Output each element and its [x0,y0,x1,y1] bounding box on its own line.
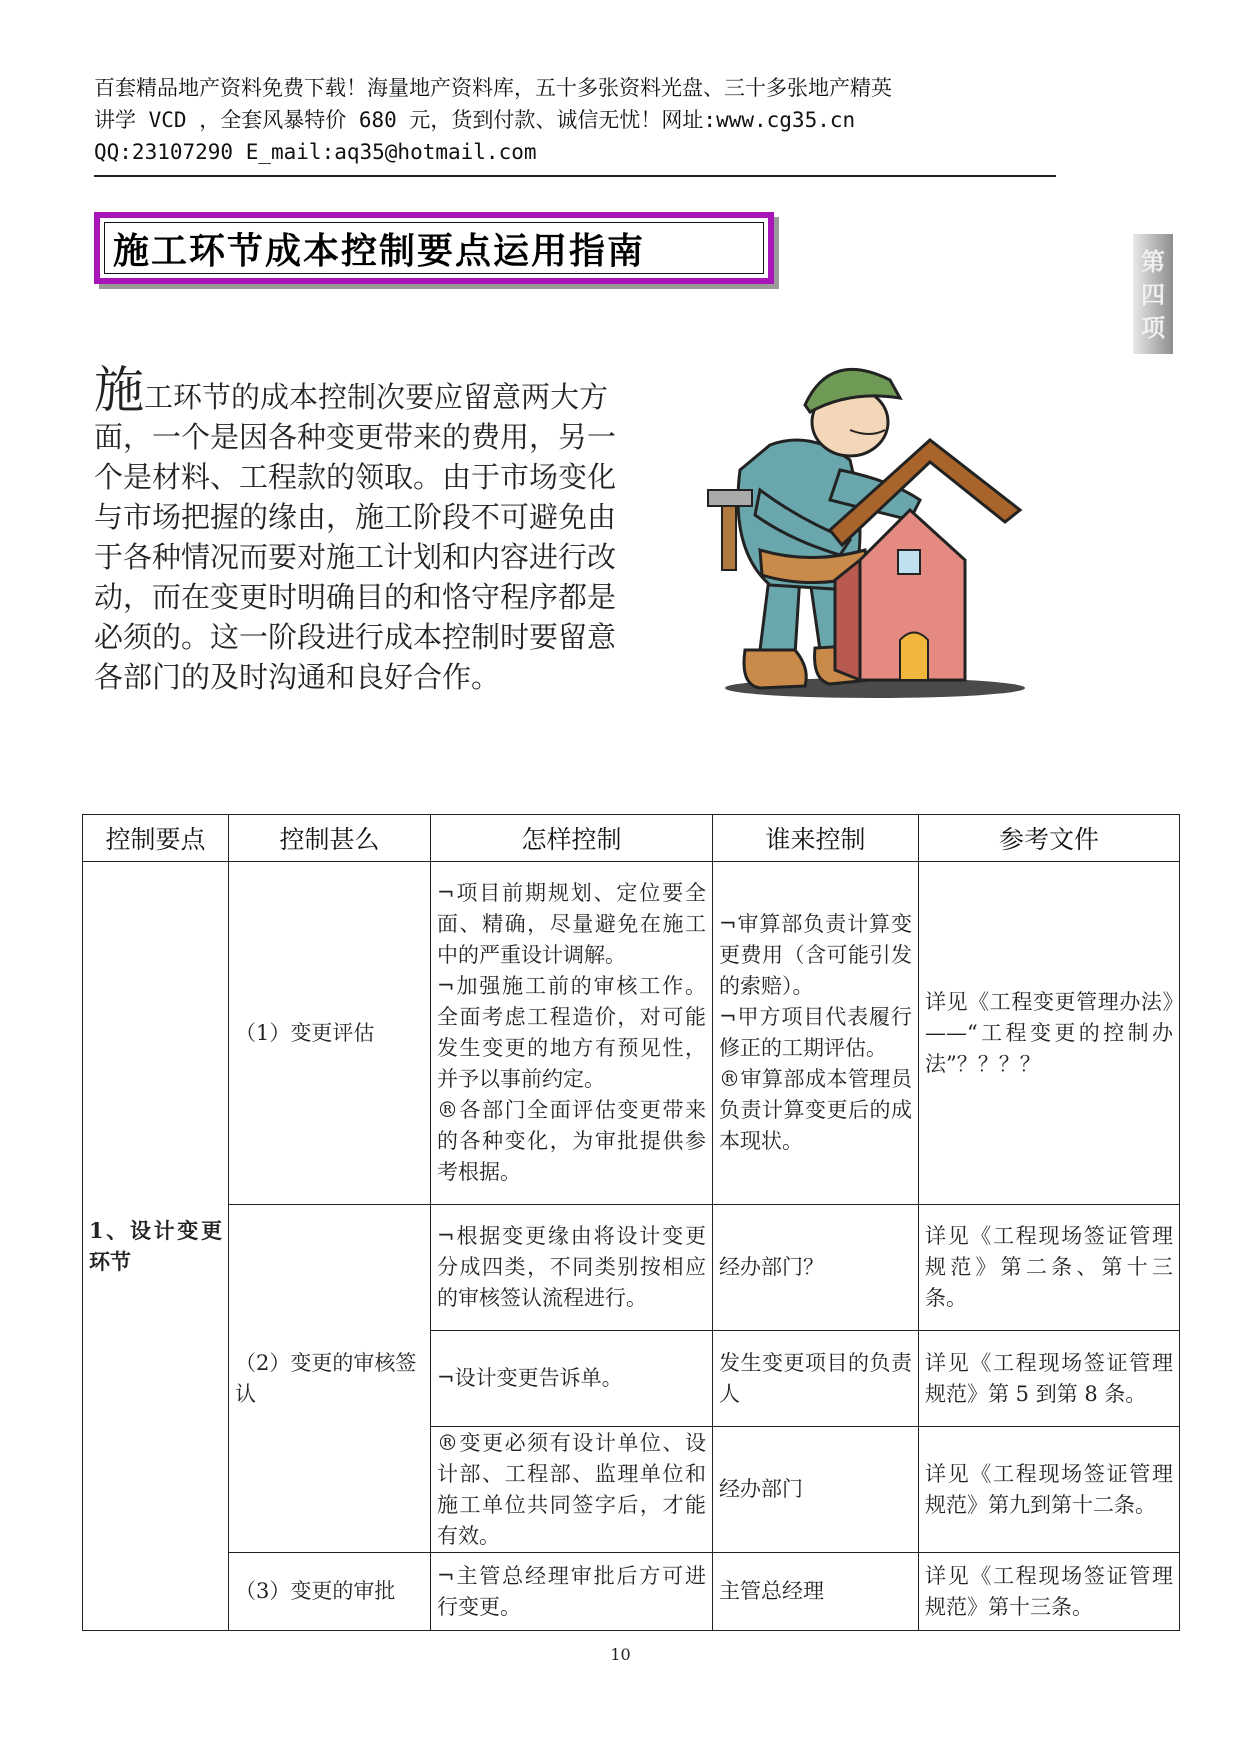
column-header: 控制要点 [83,815,229,862]
control-what-cell: （1）变更评估 [229,862,431,1205]
cost-control-table [82,814,1180,1631]
column-header: 参考文件 [919,815,1180,862]
section-tab-char: 四 [1141,279,1165,309]
control-how-cell: ®变更必须有设计单位、设计部、工程部、监理单位和施工单位共同签字后，才能有效。 [431,1427,713,1553]
column-header: 谁来控制 [713,815,919,862]
control-how-cell: ¬项目前期规划、定位要全面、精确，尽量避免在施工中的严重设计调解。 ¬加强施工前的审核工作。全面考虑工程造价，对可能发生变更的地方有预见性，并予以事前约定。 ®各部门全面评估变更带来的各种变化，为审批提供参考根据。 [431,862,713,1205]
page-header [94,72,1056,168]
control-how-cell: ¬设计变更告诉单。 [431,1331,713,1427]
header-line-2: 讲学 VCD ，全套风暴特价 680 元，货到付款、诚信无忧！网址:www.cg35.cn [94,108,856,132]
section-tab [1133,234,1173,354]
header-line-1: 百套精品地产资料免费下载！海量地产资料库，五十多张资料光盘、三十多张地产精英 [94,76,892,100]
table-header-row [83,815,1180,862]
control-who-cell: 经办部门 [713,1427,919,1553]
page-number: 10 [610,1645,631,1664]
page-title: 施工环节成本控制要点运用指南 [104,222,764,274]
builder-with-house-icon [700,350,1060,710]
control-who-cell: 经办部门？ [713,1205,919,1331]
reference-cell: 详见《工程现场签证管理规范》第十三条。 [919,1553,1180,1631]
control-who-cell: 主管总经理 [713,1553,919,1631]
column-header: 控制甚么 [229,815,431,862]
reference-cell: 详见《工程现场签证管理规范》第九到第十二条。 [919,1427,1180,1553]
reference-cell: 详见《工程现场签证管理规范》第 5 到第 8 条。 [919,1331,1180,1427]
table-row [83,862,1180,1205]
control-how-cell: ¬根据变更缘由将设计变更分成四类，不同类别按相应的审核签认流程进行。 [431,1205,713,1331]
reference-cell: 详见《工程变更管理办法》——“工程变更的控制办法”？？？？ [919,862,1180,1205]
control-who-cell: ¬审算部负责计算变更费用（含可能引发的索赔）。 ¬甲方项目代表履行修正的工期评估。 ®审算部成本管理员负责计算变更后的成本现状。 [713,862,919,1205]
column-header: 怎样控制 [431,815,713,862]
table-row [83,1553,1180,1631]
control-what-cell: （2）变更的审核签认 [229,1205,431,1553]
reference-cell: 详见《工程现场签证管理规范》第二条、第十三条。 [919,1205,1180,1331]
intro-paragraph [94,361,638,697]
intro-drop-cap: 施 [94,361,144,419]
section-tab-char: 第 [1141,246,1165,276]
table-row [83,1205,1180,1331]
header-rule [94,175,1056,177]
header-line-3: QQ:23107290 E_mail:aq35@hotmail.com [94,140,537,164]
control-how-cell: ¬主管总经理审批后方可进行变更。 [431,1553,713,1631]
control-who-cell: 发生变更项目的负责人 [713,1331,919,1427]
section-tab-char: 项 [1141,312,1165,342]
control-what-cell: （3）变更的审批 [229,1553,431,1631]
intro-text: 工环节的成本控制次要应留意两大方面，一个是因各种变更带来的费用，另一个是材料、工程款的领取。由于市场变化与市场把握的缘由，施工阶段不可避免由于各种情况而要对施工计划和内容进行改动，而在变更时明确目的和恪守程序都是必须的。这一阶段进行成本控制时要留意各部门的及时沟通和良好合作。 [94,380,617,694]
control-point-cell: 1、设计变更环节 [83,862,229,1631]
title-box [94,212,774,284]
